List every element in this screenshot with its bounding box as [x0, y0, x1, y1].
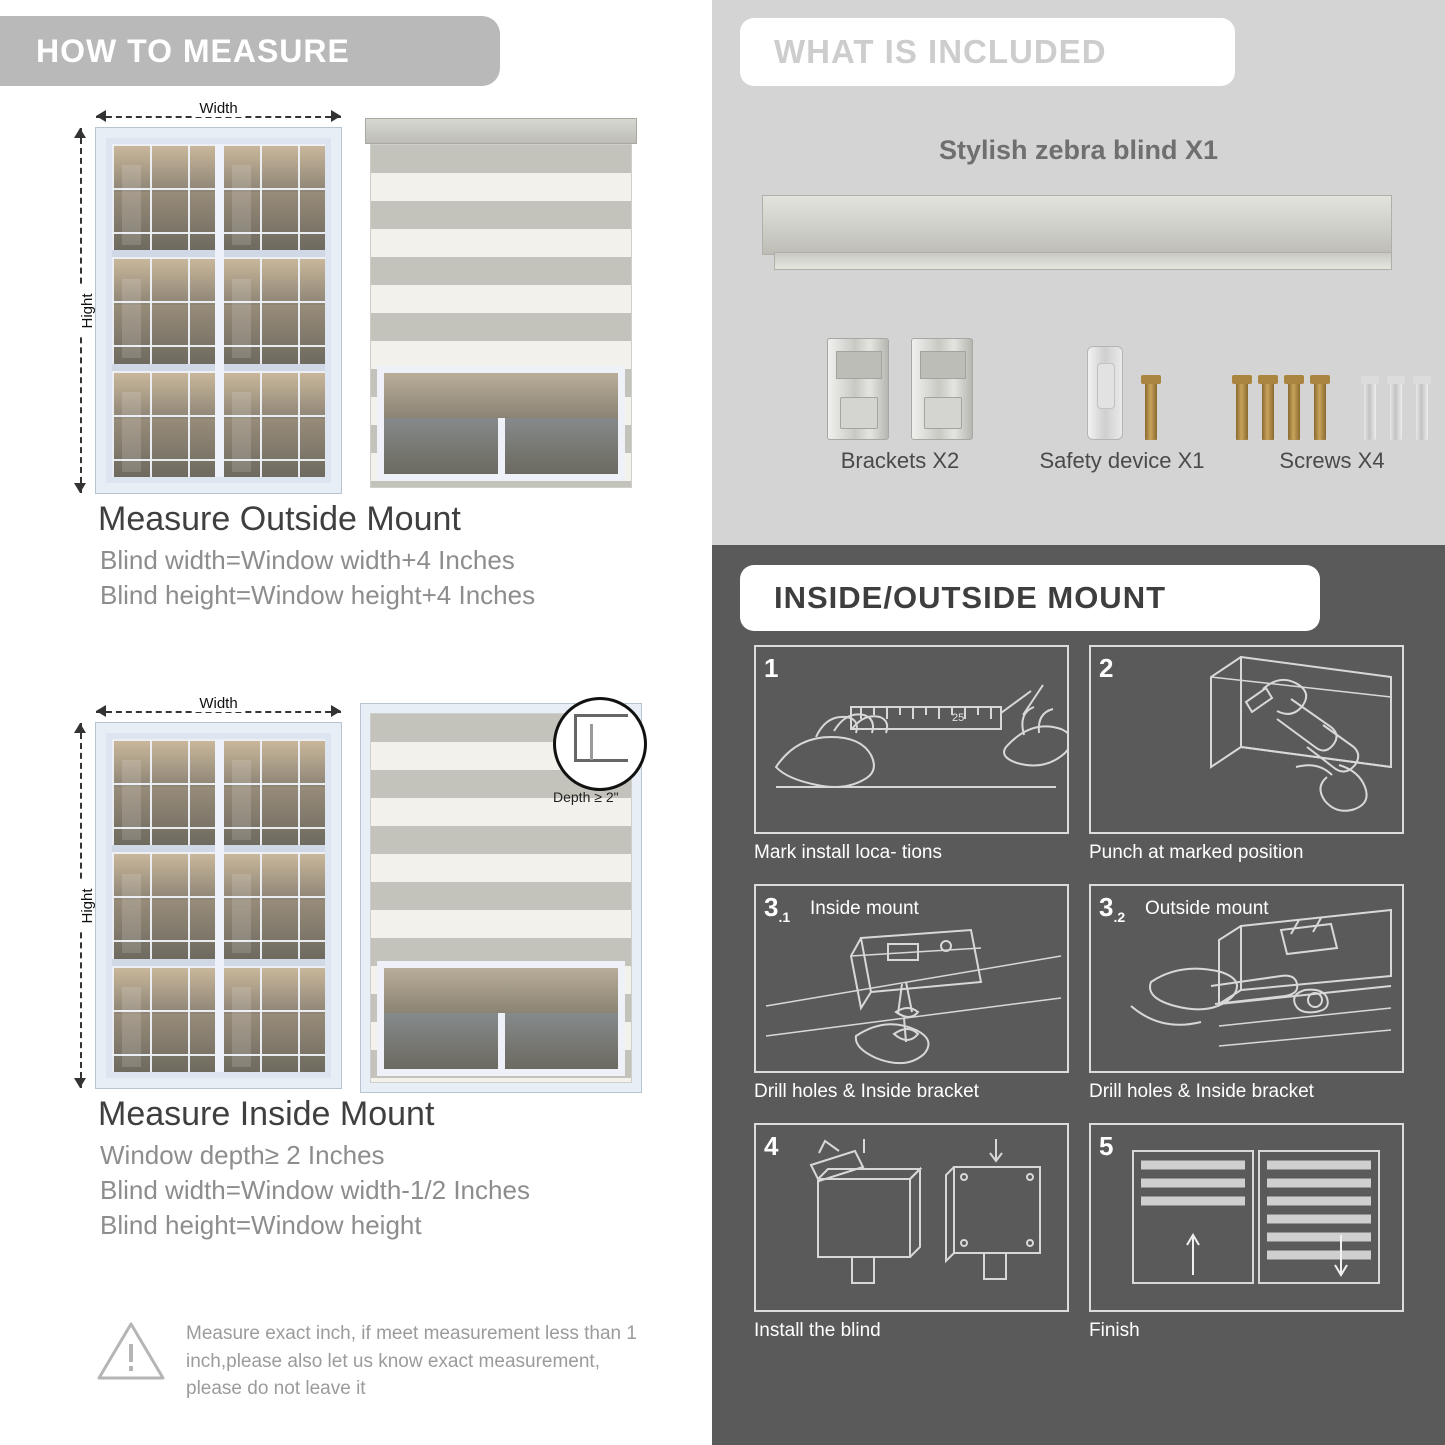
included-product-title: Stylish zebra blind X1 [938, 135, 1219, 165]
part-label-safety-device: Safety device X1 [1039, 448, 1205, 473]
punch-hole-illustration [1091, 647, 1404, 832]
outside-mount-line-1: Blind width=Window width+4 Inches [100, 545, 515, 575]
step-number: $3_{.1}$ [764, 892, 791, 926]
bracket-icon [911, 338, 973, 440]
window-illustration [96, 723, 341, 1088]
blind-outside-mount-illustration [370, 118, 632, 488]
wall-anchor-icon [1390, 382, 1402, 440]
mount-step-3-2 [1089, 884, 1404, 1103]
step-caption: Drill holes & Inside bracket [754, 1081, 979, 1102]
step-subtitle: Inside mount [810, 898, 919, 919]
mark-locations-illustration [756, 647, 1069, 832]
step-number: 2 [1099, 653, 1114, 683]
part-brackets [790, 330, 1010, 474]
window-illustration [96, 128, 341, 493]
svg-text:25: 25 [952, 712, 965, 724]
outside-mount-line-2: Blind height=Window height+4 Inches [100, 580, 536, 610]
outside-height-label: Hight [79, 287, 96, 334]
outside-width-label: Width [193, 100, 243, 117]
what-is-included-banner: WHAT IS INCLUDED [740, 18, 1235, 86]
inside-mount-line-2: Blind width=Window width-1/2 Inches [100, 1175, 530, 1205]
screw-icon [1236, 382, 1248, 440]
depth-label: Depth ≥ 2" [553, 789, 619, 805]
step-number: 1 [764, 653, 779, 683]
mount-step-5 [1089, 1123, 1404, 1342]
outside-mount-illustration [0, 100, 712, 500]
right-column [712, 0, 1445, 1445]
mount-steps-grid [754, 645, 1404, 1342]
bracket-icon [827, 338, 889, 440]
inside-outside-mount-section [712, 545, 1445, 1445]
mount-step-1 [754, 645, 1069, 864]
part-label-screws: Screws X4 [1279, 448, 1385, 473]
what-is-included-section [712, 0, 1445, 545]
mount-step-4 [754, 1123, 1069, 1342]
inside-mount-block [0, 695, 712, 1245]
how-to-measure-banner: HOW TO MEASURE [0, 16, 500, 86]
outside-mount-block [0, 100, 712, 615]
inside-height-label: Hight [79, 882, 96, 929]
step-caption: Mark install loca- tions [754, 842, 942, 863]
inside-mount-line-3: Blind height=Window height [100, 1210, 422, 1240]
safety-device-icon [1087, 346, 1123, 440]
screw-icon [1262, 382, 1274, 440]
part-safety-device [1002, 330, 1242, 474]
step-caption: Punch at marked position [1089, 842, 1304, 863]
inside-outside-mount-banner: INSIDE/OUTSIDE MOUNT [740, 565, 1320, 631]
mount-step-3-1 [754, 884, 1069, 1103]
how-to-measure-column [0, 0, 712, 1445]
outside-height-dimension [70, 128, 97, 493]
warning-text: Measure exact inch, if meet measurement less than 1 inch,please also let us know exact measurement, please do not leave it [186, 1323, 637, 1400]
inside-width-dimension [96, 695, 341, 721]
depth-zoom-circle [553, 697, 647, 791]
step-caption: Finish [1089, 1320, 1140, 1341]
part-screws [1232, 330, 1432, 474]
step-caption: Install the blind [754, 1320, 881, 1341]
screw-icon [1314, 382, 1326, 440]
inside-width-label: Width [193, 695, 243, 712]
mount-step-2 [1089, 645, 1404, 864]
depth-callout [553, 697, 663, 807]
inside-mount-line-1: Window depth≥ 2 Inches [100, 1140, 385, 1170]
zebra-blind-headrail [762, 195, 1392, 255]
measure-warning [96, 1320, 656, 1403]
wall-anchor-icon [1364, 382, 1376, 440]
inside-mount-illustration [0, 695, 712, 1095]
step-number: 4 [764, 1131, 779, 1161]
zebra-blind-bottom-rail [774, 252, 1392, 270]
inside-mount-title: Measure Inside Mount [98, 1095, 435, 1133]
step-subtitle: Outside mount [1145, 898, 1269, 919]
outside-width-dimension [96, 100, 341, 126]
step-caption: Drill holes & Inside bracket [1089, 1081, 1314, 1102]
wall-anchor-icon [1416, 382, 1428, 440]
outside-mount-title: Measure Outside Mount [98, 500, 461, 538]
step-number: $3_{.2}$ [1099, 892, 1126, 926]
part-label-brackets: Brackets X2 [840, 448, 960, 473]
install-blind-illustration [756, 1125, 1069, 1310]
warning-triangle-icon [96, 1320, 166, 1382]
finished-blinds-illustration [1091, 1125, 1404, 1310]
screw-icon [1145, 382, 1157, 440]
screw-icon [1288, 382, 1300, 440]
step-number: 5 [1099, 1131, 1114, 1161]
inside-height-dimension [70, 723, 97, 1088]
included-parts-row [712, 330, 1445, 530]
